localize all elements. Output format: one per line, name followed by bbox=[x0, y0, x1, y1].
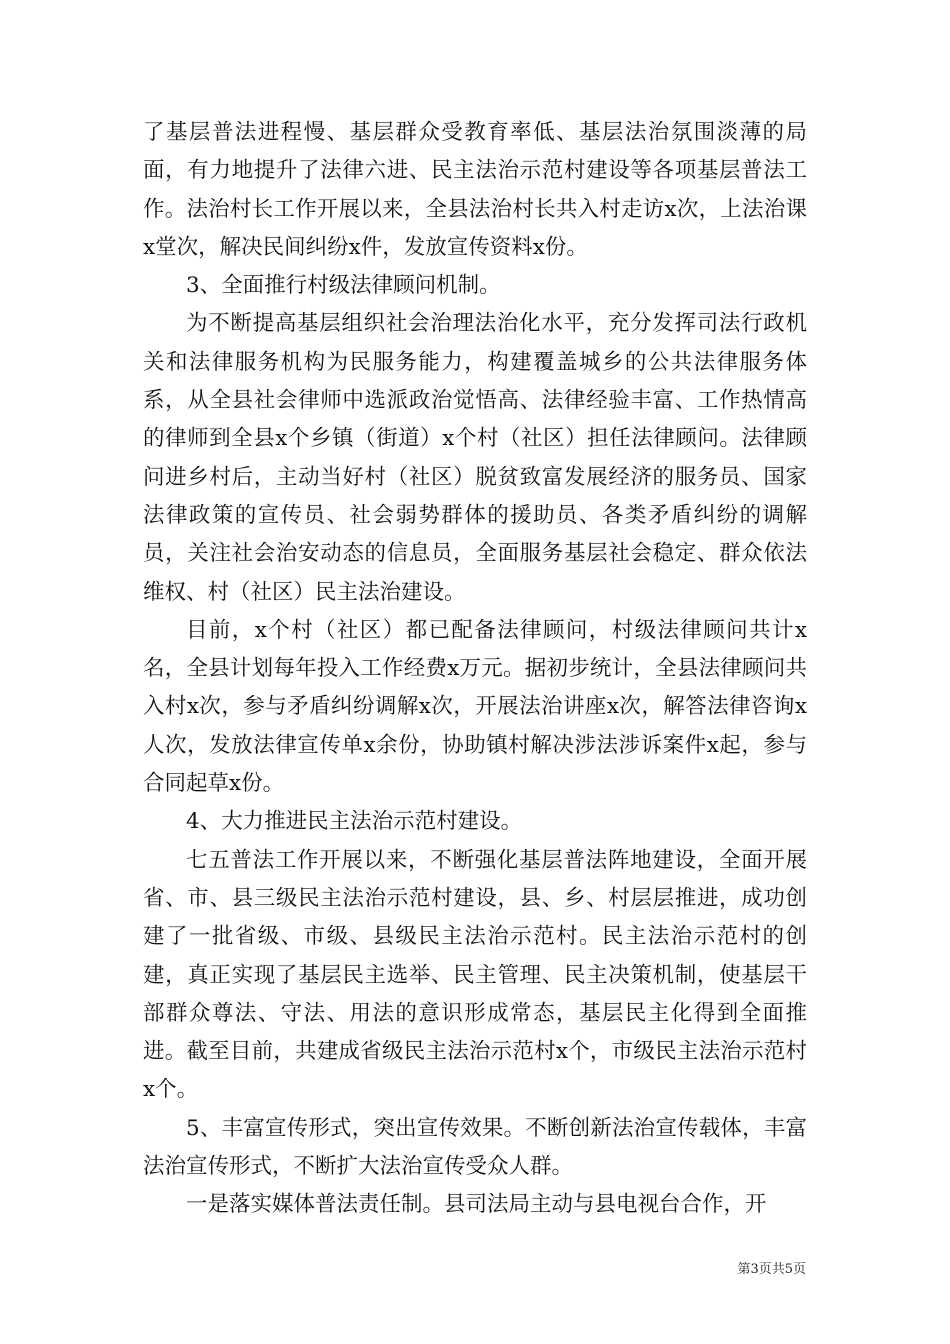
document-body bbox=[143, 114, 807, 1225]
paragraph-current-status: 目前，x个村（社区）都已配备法律顾问，村级法律顾问共计x名，全县计划每年投入工作经费x万元。据初步统计，全县法律顾问共入村x次，参与矛盾纠纷调解x次，开展法治讲座x次，解答法律咨询x人次，发放法律宣传单x余份，协助镇村解决涉法涉诉案件x起，参与合同起草x份。 bbox=[143, 617, 807, 797]
paragraph-media-responsibility: 一是落实媒体普法责任制。县司法局主动与县电视台合作，开 bbox=[186, 1192, 767, 1218]
paragraph-legal-advisor: 为不断提高基层组织社会治理法治化水平，充分发挥司法行政机关和法律服务机构为民服务能力，构建覆盖城乡的公共法律服务体系，从全县社会律师中选派政治觉悟高、法律经验丰富、工作热情高的律师到全县x个乡镇（街道）x个村（社区）担任法律顾问。法律顾问进乡村后，主动当好村（社区）脱贫致富发展经济的服务员、国家法律政策的宣传员、社会弱势群体的援助员、各类矛盾纠纷的调解员，关注社会治安动态的信息员，全面服务基层社会稳定、群众依法维权、村（社区）民主法治建设。 bbox=[143, 311, 807, 605]
paragraph-publicity-forms: 5、丰富宣传形式，突出宣传效果。不断创新法治宣传载体，丰富法治宣传形式，不断扩大法治宣传受众人群。 bbox=[143, 1115, 807, 1180]
paragraph-demo-village: 七五普法工作开展以来，不断强化基层普法阵地建设，全面开展省、市、县三级民主法治示范村建设，县、乡、村层层推进，成功创建了一批省级、市级、县级民主法治示范村。民主法治示范村的创建，真正实现了基层民主选举、民主管理、民主决策机制，使基层干部群众尊法、守法、用法的意识形成常态，基层民主化得到全面推进。截至目前，共建成省级民主法治示范村x个，市级民主法治示范村x个。 bbox=[143, 847, 807, 1103]
paragraph-continued: 了基层普法进程慢、基层群众受教育率低、基层法治氛围淡薄的局面，有力地提升了法律六进、民主法治示范村建设等各项基层普法工作。法治村长工作开展以来，全县法治村长共入村走访x次，上法治课x堂次，解决民间纠纷x件，发放宣传资料x份。 bbox=[143, 120, 807, 260]
page-number: 第3页共5页 bbox=[737, 1262, 806, 1277]
heading-legal-advisor: 3、全面推行村级法律顾问机制。 bbox=[186, 273, 501, 299]
heading-demo-village: 4、大力推进民主法治示范村建设。 bbox=[186, 809, 523, 835]
